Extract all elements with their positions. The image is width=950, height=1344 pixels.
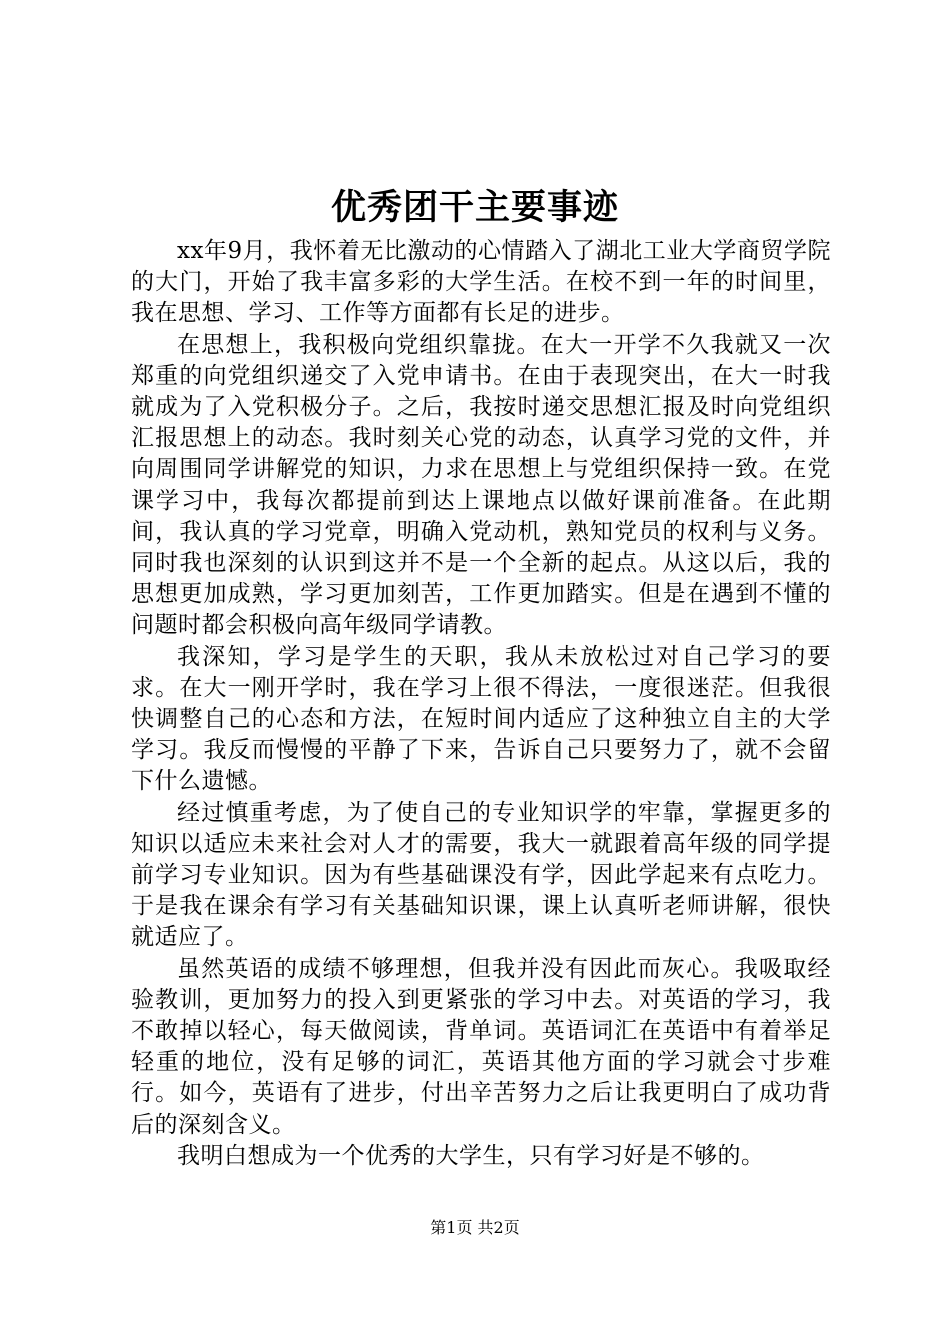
document-body — [131, 236, 831, 1172]
paragraph: 在思想上，我积极向党组织靠拢。在大一开学不久我就又一次郑重的向党组织递交了入党申请书。在由于表现突出，在大一时我就成为了入党积极分子。之后，我按时递交思想汇报及时向党组织汇报思想上的动态。我时刻关心党的动态，认真学习党的文件，并向周围同学讲解党的知识，力求在思想上与党组织保持一致。在党课学习中，我每次都提前到达上课地点以做好课前准备。在此期间，我认真的学习党章，明确入党动机，熟知党员的权利与义务。同时我也深刻的认识到这并不是一个全新的起点。从这以后，我的思想更加成熟，学习更加刻苦，工作更加踏实。但是在遇到不懂的问题时都会积极向高年级同学请教。 — [131, 331, 831, 639]
paragraph: 我明白想成为一个优秀的大学生，只有学习好是不够的。 — [177, 1142, 765, 1169]
paragraph: 虽然英语的成绩不够理想，但我并没有因此而灰心。我吸取经验教训，更加努力的投入到更紧张的学习中去。对英语的学习，我不敢掉以轻心，每天做阅读，背单词。英语词汇在英语中有着举足轻重的地位，没有足够的词汇，英语其他方面的学习就会寸步难行。如今，英语有了进步，付出辛苦努力之后让我更明白了成功背后的深刻含义。 — [131, 955, 831, 1138]
page-number-footer: 第1页 共2页 — [430, 1218, 520, 1237]
paragraph: 经过慎重考虑，为了使自己的专业知识学的牢靠，掌握更多的知识以适应未来社会对人才的需要，我大一就跟着高年级的同学提前学习专业知识。因为有些基础课没有学，因此学起来有点吃力。于是我在课余有学习有关基础知识课，课上认真听老师讲解，很快就适应了。 — [131, 799, 831, 951]
paragraph: xx年9月，我怀着无比激动的心情踏入了湖北工业大学商贸学院的大门，开始了我丰富多彩的大学生活。在校不到一年的时间里，我在思想、学习、工作等方面都有长足的进步。 — [131, 238, 831, 327]
document-title: 优秀团干主要事迹 — [330, 187, 619, 228]
paragraph: 我深知，学习是学生的天职，我从未放松过对自己学习的要求。在大一刚开学时，我在学习上很不得法，一度很迷茫。但我很快调整自己的心态和方法，在短时间内适应了这种独立自主的大学学习。我反而慢慢的平静了下来，告诉自己只要努力了，就不会留下什么遗憾。 — [131, 643, 831, 795]
